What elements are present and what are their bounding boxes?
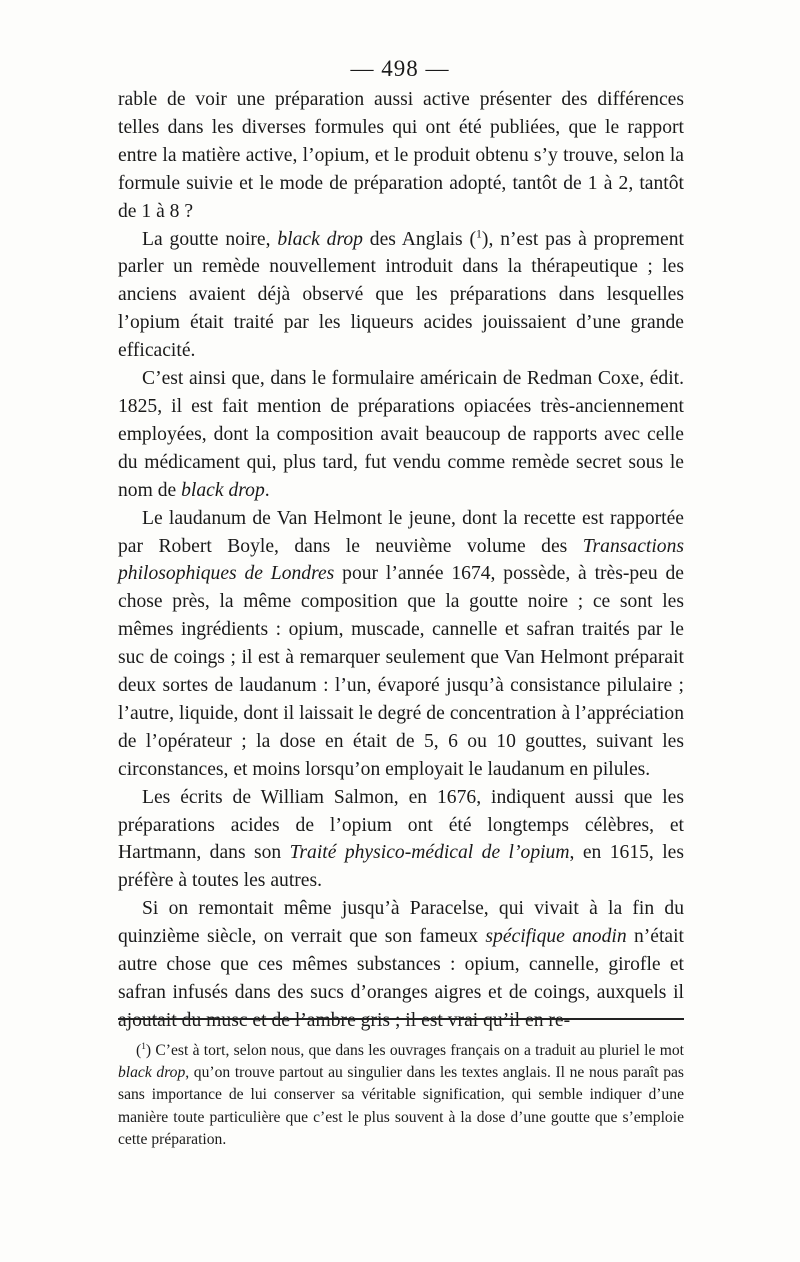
italic-text: spécifique anodin (485, 926, 627, 948)
italic-text: Traité physico-médical de l’opium (289, 842, 570, 864)
footnote-marker: 1 (141, 1041, 146, 1052)
main-text (118, 86, 684, 1035)
text-run: ( (136, 1042, 142, 1059)
italic-text: Transactions philosophiques de Londres (118, 535, 684, 585)
paragraph-3 (118, 365, 684, 505)
text-run: , qu’on trouve partout au singulier dans les textes anglais. Il ne nous paraît pas sans importance de lui conserver sa véritable signification, qui semble indiquer d’une manière toute particulière que c’est le plus souvent à la dose d’une goutte que s’emploie cette préparation. (118, 1064, 684, 1148)
text-run: . (264, 479, 270, 501)
paragraph-1 (118, 86, 684, 226)
paragraph-5 (118, 784, 684, 896)
footnote-divider (118, 1018, 684, 1020)
footnote-marker: 1 (476, 227, 482, 240)
text-run: Si on remontait même jusqu’à Paracelse, qui vivait à la fin du quinzième siècle, on verrait que son fameux (118, 898, 684, 948)
paragraph-4 (118, 505, 684, 784)
text-run: n’était autre chose que ces mêmes substances : opium, cannelle, girofle et safran infusés dans des sucs d’oranges aigres et de coings, auxquels il ajoutait du musc et de l’ambre gris ; il est vrai qu’il en re- (118, 926, 685, 1031)
text-run: pour l’année 1674, possède, à très-peu de chose près, la même composition que la goutte noire ; ce sont les mêmes ingrédients : opium, muscade, cannelle et safran traités par le suc de coings ; il est à remarquer seulement que Van Helmont préparait deux sortes de laudanum : l’un, évaporé jusqu’à consistance pilulaire ; l’autre, liquide, dont il laissait le degré de concentration à l’appréciation de l’opérateur ; la dose en était de 5, 6 ou 10 gouttes, suivant les circonstances, et moins lorsqu’on employait le laudanum en pilules. (118, 563, 684, 780)
text-run: C’est ainsi que, dans le formulaire américain de Redman Coxe, édit. 1825, il est fait mention de préparations opiacées très-anciennement employées, dont la composition avait beaucoup de rapports avec celle du médicament qui, plus tard, fut vendu comme remède secret sous le nom de (118, 368, 684, 501)
text-run: ) C’est à tort, selon nous, que dans les ouvrages français on a traduit au pluriel le mot (145, 1042, 684, 1059)
footnote-1 (118, 1040, 684, 1151)
italic-text: black drop (277, 228, 363, 250)
text-run: rable de voir une préparation aussi active présenter des différences telles dans les diverses formules qui ont été publiées, que le rapport entre la matière active, l’opium, et le produit obtenu s’y trouve, selon la formule suivie et le mode de préparation adopté, tantôt de 1 à 2, tantôt de 1 à 8 ? (118, 89, 684, 222)
italic-text: black drop (181, 479, 265, 501)
italic-text: black drop (118, 1064, 186, 1082)
text-run: ), n’est pas à proprement parler un remède nouvellement introduit dans la thérapeutique ; les anciens avaient déjà observé que les préparations dans lesquelles l’opium était traité par les liqueurs acides jouissaient d’une grande efficacité. (118, 228, 684, 362)
page-number: — 498 — (350, 56, 450, 81)
text-run: des Anglais ( (362, 228, 477, 250)
text-run: Le laudanum de Van Helmont le jeune, dont la recette est rapportée par Robert Boyle, dans le neuvième volume des (118, 507, 684, 557)
text-run: La goutte noire, (142, 228, 278, 250)
paragraph-2 (118, 226, 684, 366)
text-run: , en 1615, les préfère à toutes les autres. (118, 842, 684, 892)
footnotes (118, 1040, 684, 1151)
paragraph-6 (118, 895, 684, 1035)
text-run: Les écrits de William Salmon, en 1676, indiquent aussi que les préparations acides de l’opium ont été longtemps célèbres, et Hartmann, dans son (118, 786, 684, 864)
